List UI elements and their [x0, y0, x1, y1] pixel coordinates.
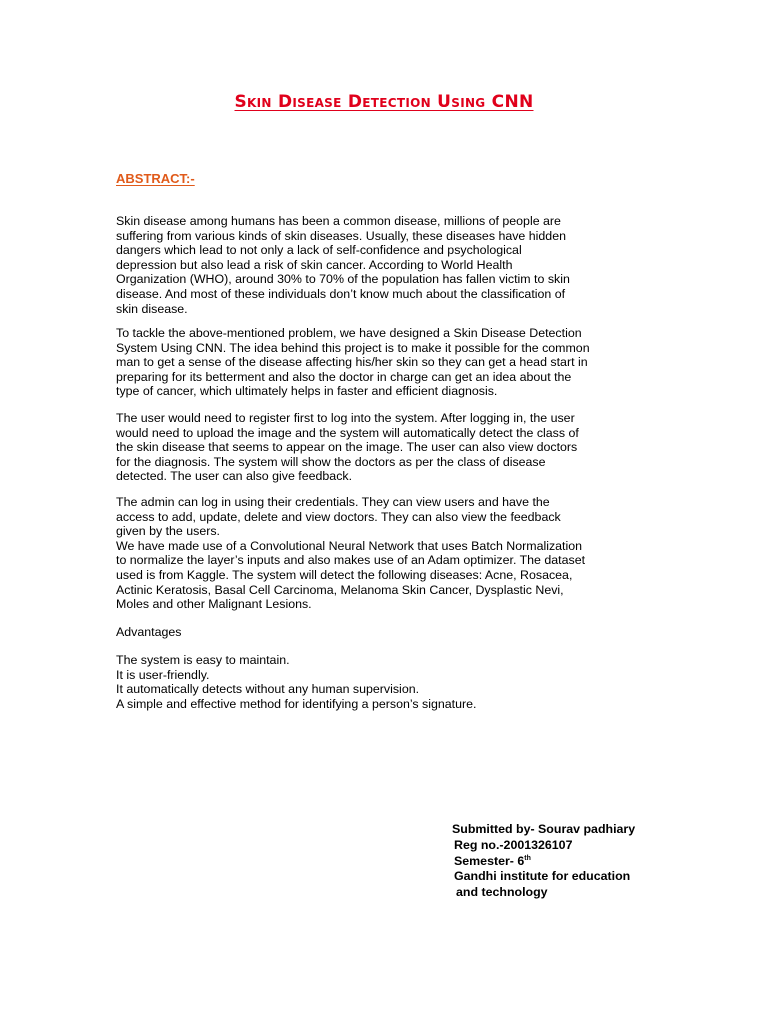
text-line: type of cancer, which ultimately helps in faster and efficient diagnosis.: [116, 384, 498, 399]
abstract-paragraph-1: [116, 214, 656, 316]
text-line: depression but also lead a risk of skin cancer. According to World Health: [116, 257, 513, 272]
advantage-item: A simple and effective method for identifying a person’s signature.: [116, 696, 477, 711]
advantage-item: It is user-friendly.: [116, 667, 210, 682]
advantages-heading-text: Advantages: [116, 625, 182, 639]
semester-suffix: th: [524, 854, 531, 862]
advantages-list: [116, 653, 656, 711]
registration-number: Reg no.-2001326107: [454, 837, 573, 852]
text-line: to normalize the layer’s inputs and also makes use of an Adam optimizer. The dataset: [116, 553, 586, 568]
advantages-heading: [116, 625, 656, 640]
submitted-by: Submitted by- Sourav padhiary: [452, 822, 636, 836]
text-line: access to add, update, delete and view doctors. They can also view the feedback: [116, 509, 561, 524]
advantage-item: It automatically detects without any human supervision.: [116, 682, 420, 697]
text-line: The user would need to register first to log into the system. After logging in, the user: [116, 411, 575, 425]
text-line: Skin disease among humans has been a common disease, millions of people are: [116, 214, 561, 228]
text-line: preparing for its betterment and also the doctor in charge can get an idea about the: [116, 369, 572, 384]
institute-line-2: and technology: [456, 885, 548, 900]
text-line: for the diagnosis. The system will show the doctors as per the class of disease: [116, 454, 546, 469]
text-line: detected. The user can also give feedback.: [116, 469, 353, 484]
abstract-heading: ABSTRACT:-: [116, 171, 195, 186]
semester-text: Semester- 6: [454, 853, 525, 868]
text-line: man to get a sense of the disease affecting his/her skin so they can get a head start in: [116, 355, 588, 370]
text-line: To tackle the above-mentioned problem, we have designed a Skin Disease Detection: [116, 326, 582, 340]
text-line: the skin disease that seems to appear on the image. The user can also view doctors: [116, 440, 578, 455]
text-line: skin disease.: [116, 301, 188, 316]
text-line: Moles and other Malignant Lesions.: [116, 597, 312, 612]
document-title: Skin Disease Detection Using CNN: [234, 92, 534, 112]
institute-line-1: Gandhi institute for education: [454, 869, 631, 884]
text-line: Organization (WHO), around 30% to 70% of the population has fallen victim to skin: [116, 272, 570, 287]
semester: [452, 854, 635, 870]
abstract-paragraph-4: [116, 495, 656, 612]
text-line: System Using CNN. The idea behind this project is to make it possible for the common: [116, 340, 590, 355]
submission-block: [452, 822, 635, 901]
text-line: suffering from various kinds of skin diseases. Usually, these diseases have hidden: [116, 228, 566, 243]
text-line: used is from Kaggle. The system will detect the following diseases: Acne, Rosacea,: [116, 567, 573, 582]
abstract-paragraph-3: [116, 411, 656, 484]
text-line: We have made use of a Convolutional Neural Network that uses Batch Normalization: [116, 538, 583, 553]
text-line: Actinic Keratosis, Basal Cell Carcinoma, Melanoma Skin Cancer, Dysplastic Nevi,: [116, 582, 564, 597]
text-line: dangers which lead to not only a lack of self-confidence and psychological: [116, 243, 522, 258]
text-line: given by the users.: [116, 524, 221, 539]
advantage-item: The system is easy to maintain.: [116, 653, 290, 667]
text-line: The admin can log in using their credentials. They can view users and have the: [116, 495, 550, 509]
abstract-paragraph-2: [116, 326, 656, 399]
text-line: disease. And most of these individuals don’t know much about the classification of: [116, 286, 566, 301]
text-line: would need to upload the image and the system will automatically detect the class of: [116, 425, 579, 440]
